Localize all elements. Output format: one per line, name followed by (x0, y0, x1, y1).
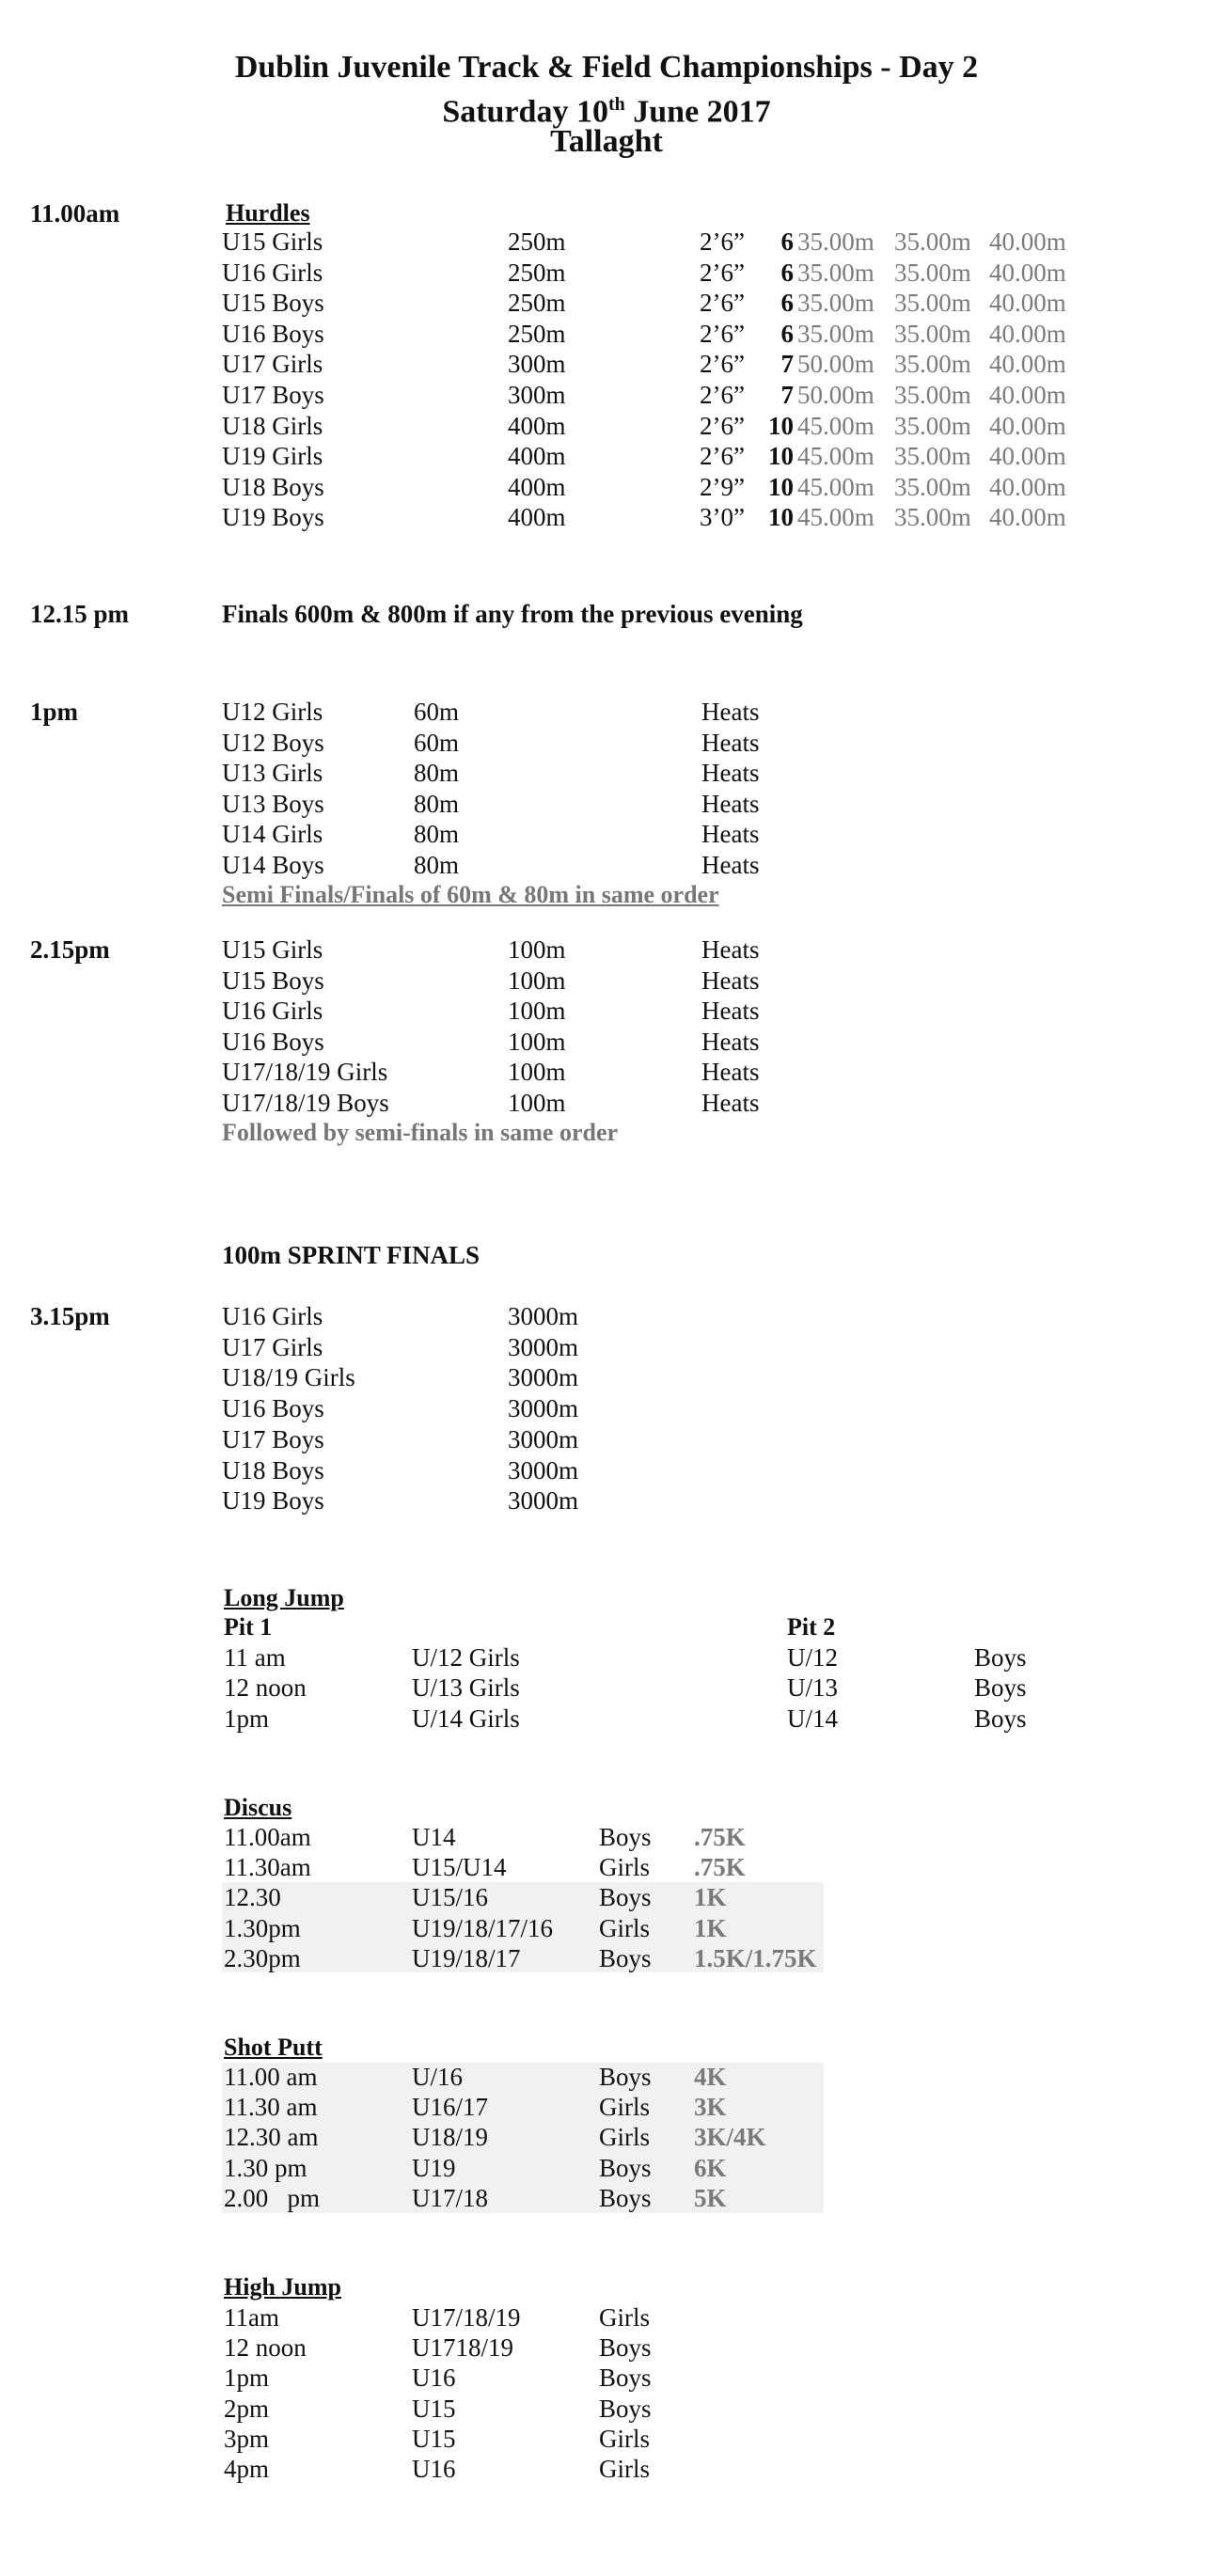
hurdle-count: 7 (780, 381, 794, 409)
hurdle-count: 6 (780, 289, 794, 318)
sprint-row (0, 759, 1213, 789)
hurdle-distance: 400m (508, 472, 566, 501)
high-jump-time: 4pm (224, 2455, 270, 2483)
discus-time: 1.30pm (224, 1913, 301, 1942)
high-jump-age: U16 (412, 2364, 456, 2393)
shot-putt-row (0, 2123, 1213, 2153)
hurdle-height: 2’6” (700, 381, 745, 409)
shot-putt-age: U18/19 (412, 2123, 488, 2152)
distance-event: 3000m (508, 1486, 579, 1516)
pit2-age: U/12 (787, 1643, 838, 1672)
shot-putt-weight: 3K/4K (694, 2123, 766, 2152)
pit1-label: Pit 1 (224, 1613, 273, 1641)
sprint-group: U17/18/19 Boys (222, 1089, 389, 1117)
shot-putt-time: 11.30 am (224, 2093, 318, 2122)
long-jump-time: 1pm (224, 1704, 270, 1733)
shot-putt-row (0, 2154, 1213, 2184)
hurdle-first-distance: 35.00m (797, 228, 874, 256)
high-jump-sex: Girls (599, 2424, 650, 2453)
pit1-group: U/13 Girls (412, 1673, 520, 1703)
hurdle-first-distance: 45.00m (797, 442, 874, 471)
hurdle-group: U19 Girls (222, 442, 323, 471)
document-title: Dublin Juvenile Track & Field Championships - Day 2 (234, 50, 979, 85)
sprint-distance: 80m (414, 850, 460, 879)
distance-group: U18 Boys (222, 1455, 324, 1484)
shot-putt-weight: 4K (694, 2063, 727, 2091)
discus-time: 11.00am (224, 1823, 311, 1851)
long-jump-row (0, 1643, 1213, 1673)
discus-age: U15/U14 (412, 1853, 507, 1882)
high-jump-time: 2pm (224, 2394, 270, 2423)
distance-row (0, 1456, 1213, 1486)
hurdle-between-distance: 35.00m (894, 289, 971, 318)
distance-row (0, 1302, 1213, 1332)
sprints-215-note: Followed by semi-finals in same order (222, 1119, 619, 1146)
distance-event: 3000m (508, 1394, 579, 1423)
high-jump-time: 3pm (224, 2424, 270, 2453)
sprint-row (0, 997, 1213, 1027)
hurdle-row (0, 473, 1213, 503)
discus-sex: Boys (599, 1883, 652, 1912)
pit2-age: U/14 (787, 1704, 838, 1733)
hurdle-between-distance: 35.00m (894, 319, 971, 348)
hurdle-distance: 400m (508, 503, 566, 532)
hurdle-group: U16 Girls (222, 258, 323, 287)
shot-putt-time: 1.30 pm (224, 2153, 307, 2182)
high-jump-time: 1pm (224, 2364, 270, 2393)
hurdle-run-in: 40.00m (989, 503, 1066, 532)
hurdle-count: 10 (768, 503, 794, 532)
hurdle-height: 2’6” (700, 258, 745, 287)
sprint-distance: 100m (508, 1027, 566, 1056)
sprint-group: U12 Boys (222, 728, 324, 757)
sprints-1pm-time: 1pm (30, 698, 79, 726)
distance-time: 3.15pm (30, 1302, 110, 1330)
shot-putt-weight: 6K (694, 2153, 727, 2182)
discus-weight: 1.5K/1.75K (694, 1943, 817, 1972)
hurdle-group: U19 Boys (222, 503, 324, 532)
sprints-1pm-note: Semi Finals/Finals of 60m & 80m in same order (222, 881, 719, 908)
shot-putt-row (0, 2184, 1213, 2214)
shot-putt-weight: 3K (694, 2093, 727, 2122)
hurdle-distance: 250m (508, 289, 566, 318)
sprint-group: U12 Girls (222, 698, 323, 726)
sprint-group: U16 Boys (222, 1027, 324, 1056)
discus-heading: Discus (224, 1794, 292, 1821)
pit1-group: U/12 Girls (412, 1643, 520, 1672)
hurdle-row (0, 412, 1213, 442)
high-jump-age: U17/18/19 (412, 2303, 521, 2332)
hurdle-height: 2’6” (700, 228, 745, 256)
shot-putt-time: 11.00 am (224, 2063, 318, 2091)
shot-putt-age: U16/17 (412, 2093, 488, 2122)
high-jump-row (0, 2425, 1213, 2455)
discus-time: 11.30am (224, 1853, 311, 1882)
hurdle-distance: 250m (508, 319, 566, 348)
hurdle-group: U18 Girls (222, 411, 323, 440)
high-jump-sex: Girls (599, 2303, 650, 2332)
sprint-distance: 80m (414, 789, 460, 818)
sprint-round: Heats (701, 820, 760, 848)
sprint-row (0, 729, 1213, 759)
sprint-round: Heats (701, 997, 760, 1026)
hurdle-first-distance: 50.00m (797, 381, 874, 409)
long-jump-row (0, 1673, 1213, 1704)
sprint-distance: 60m (414, 698, 460, 726)
pit1-group: U/14 Girls (412, 1704, 520, 1733)
pit2-sex: Boys (974, 1643, 1027, 1672)
sprint-row (0, 1058, 1213, 1088)
hurdle-row (0, 503, 1213, 533)
shot-putt-time: 12.30 am (224, 2123, 319, 2152)
sprint-finals-heading: 100m SPRINT FINALS (222, 1241, 480, 1269)
sprint-distance: 100m (508, 935, 566, 964)
hurdle-height: 2’6” (700, 411, 745, 440)
distance-event: 3000m (508, 1424, 579, 1453)
hurdle-first-distance: 35.00m (797, 319, 874, 348)
shot-putt-sex: Girls (599, 2093, 650, 2122)
high-jump-heading: High Jump (224, 2273, 341, 2301)
hurdle-row (0, 289, 1213, 319)
hurdle-group: U17 Boys (222, 381, 324, 409)
sprint-distance: 100m (508, 1089, 566, 1117)
date-month-year: June 2017 (624, 94, 771, 130)
hurdle-row (0, 350, 1213, 380)
sprint-row (0, 851, 1213, 881)
hurdle-height: 2’6” (700, 319, 745, 348)
distance-row (0, 1425, 1213, 1455)
hurdle-run-in: 40.00m (989, 319, 1066, 348)
hurdle-first-distance: 50.00m (797, 350, 874, 379)
discus-weight: 1K (694, 1913, 727, 1942)
pit2-age: U/13 (787, 1673, 838, 1703)
hurdle-between-distance: 35.00m (894, 350, 971, 379)
hurdle-group: U17 Girls (222, 350, 323, 379)
hurdle-run-in: 40.00m (989, 381, 1066, 409)
hurdle-height: 2’6” (700, 289, 745, 318)
high-jump-row (0, 2395, 1213, 2425)
hurdle-count: 10 (768, 472, 794, 501)
sprint-distance: 100m (508, 966, 566, 995)
shot-putt-row (0, 2093, 1213, 2123)
discus-sex: Boys (599, 1823, 652, 1851)
high-jump-age: U15 (412, 2394, 456, 2423)
long-jump-row (0, 1704, 1213, 1735)
distance-group: U16 Girls (222, 1302, 323, 1330)
discus-row (0, 1944, 1213, 1974)
hurdle-height: 3’0” (700, 503, 745, 532)
sprint-group: U15 Girls (222, 935, 323, 964)
shot-putt-row (0, 2063, 1213, 2093)
sprint-distance: 80m (414, 820, 460, 848)
long-jump-heading: Long Jump (224, 1584, 344, 1611)
hurdle-between-distance: 35.00m (894, 411, 971, 440)
hurdle-between-distance: 35.00m (894, 503, 971, 532)
hurdle-first-distance: 35.00m (797, 289, 874, 318)
hurdle-group: U15 Boys (222, 289, 324, 318)
hurdle-count: 6 (780, 319, 794, 348)
sprint-round: Heats (701, 850, 760, 879)
distance-group: U17 Boys (222, 1424, 324, 1453)
sprint-row (0, 698, 1213, 728)
sprint-group: U14 Boys (222, 850, 324, 879)
sprint-distance: 60m (414, 728, 460, 757)
discus-age: U19/18/17/16 (412, 1913, 554, 1942)
distance-row (0, 1333, 1213, 1363)
sprint-row (0, 820, 1213, 850)
hurdle-distance: 400m (508, 442, 566, 471)
hurdle-run-in: 40.00m (989, 350, 1066, 379)
distance-group: U18/19 Girls (222, 1363, 355, 1392)
hurdle-between-distance: 35.00m (894, 381, 971, 409)
hurdle-row (0, 320, 1213, 350)
discus-weight: 1K (694, 1883, 727, 1912)
discus-time: 2.30pm (224, 1943, 301, 1972)
sprint-distance: 80m (414, 759, 460, 787)
distance-event: 3000m (508, 1363, 579, 1392)
high-jump-time: 12 noon (224, 2333, 307, 2363)
hurdle-run-in: 40.00m (989, 228, 1066, 256)
distance-group: U16 Boys (222, 1394, 324, 1423)
discus-row (0, 1853, 1213, 1883)
hurdle-run-in: 40.00m (989, 411, 1066, 440)
high-jump-row (0, 2333, 1213, 2364)
discus-weight: .75K (694, 1823, 746, 1851)
hurdle-count: 10 (768, 442, 794, 471)
shot-putt-age: U/16 (412, 2063, 463, 2091)
shot-putt-sex: Boys (599, 2063, 652, 2091)
discus-row (0, 1823, 1213, 1853)
hurdle-distance: 300m (508, 350, 566, 379)
shot-putt-sex: Boys (599, 2153, 652, 2182)
sprint-group: U16 Girls (222, 997, 323, 1026)
sprint-group: U13 Girls (222, 759, 323, 787)
hurdle-run-in: 40.00m (989, 472, 1066, 501)
hurdle-row (0, 381, 1213, 411)
high-jump-row (0, 2455, 1213, 2485)
pit2-sex: Boys (974, 1673, 1027, 1703)
hurdle-count: 7 (780, 350, 794, 379)
hurdle-height: 2’6” (700, 350, 745, 379)
document-venue: Tallaght (550, 124, 663, 159)
hurdle-between-distance: 35.00m (894, 472, 971, 501)
hurdle-run-in: 40.00m (989, 442, 1066, 471)
sprint-group: U17/18/19 Girls (222, 1058, 388, 1087)
hurdle-group: U18 Boys (222, 472, 324, 501)
sprint-distance: 100m (508, 997, 566, 1026)
distance-row (0, 1486, 1213, 1516)
distance-row (0, 1363, 1213, 1393)
finals-text: Finals 600m & 800m if any from the previous evening (222, 600, 803, 628)
date-text: Saturday 10 (442, 94, 608, 130)
sprint-group: U15 Boys (222, 966, 324, 995)
finals-time: 12.15 pm (30, 600, 130, 628)
high-jump-sex: Boys (599, 2394, 652, 2423)
high-jump-sex: Boys (599, 2333, 652, 2363)
distance-row (0, 1394, 1213, 1424)
hurdle-between-distance: 35.00m (894, 442, 971, 471)
sprint-group: U13 Boys (222, 789, 324, 818)
discus-age: U19/18/17 (412, 1943, 521, 1972)
high-jump-sex: Boys (599, 2364, 652, 2393)
high-jump-time: 11am (224, 2303, 279, 2332)
sprint-round: Heats (701, 789, 760, 818)
sprint-group: U14 Girls (222, 820, 323, 848)
hurdle-height: 2’9” (700, 472, 745, 501)
shot-putt-age: U17/18 (412, 2183, 488, 2212)
hurdle-first-distance: 45.00m (797, 472, 874, 501)
sprint-distance: 100m (508, 1058, 566, 1087)
long-jump-time: 11 am (224, 1643, 286, 1672)
pit2-sex: Boys (974, 1704, 1027, 1733)
hurdle-group: U15 Girls (222, 228, 323, 256)
sprint-round: Heats (701, 759, 760, 787)
sprint-round: Heats (701, 966, 760, 995)
hurdle-between-distance: 35.00m (894, 258, 971, 287)
hurdle-distance: 400m (508, 411, 566, 440)
shot-putt-age: U19 (412, 2153, 456, 2182)
hurdle-run-in: 40.00m (989, 258, 1066, 287)
hurdle-distance: 250m (508, 228, 566, 256)
sprint-round: Heats (701, 728, 760, 757)
hurdle-count: 6 (780, 258, 794, 287)
pit2-label: Pit 2 (787, 1613, 836, 1641)
hurdle-first-distance: 35.00m (797, 258, 874, 287)
sprint-round: Heats (701, 1027, 760, 1056)
hurdles-heading: Hurdles (226, 199, 310, 227)
distance-event: 3000m (508, 1455, 579, 1484)
discus-sex: Girls (599, 1913, 650, 1942)
hurdle-count: 10 (768, 411, 794, 440)
sprint-row (0, 1028, 1213, 1058)
sprint-round: Heats (701, 1089, 760, 1117)
hurdle-row (0, 228, 1213, 258)
shot-putt-time: 2.00 pm (224, 2183, 321, 2212)
shot-putt-sex: Boys (599, 2183, 652, 2212)
shot-putt-sex: Girls (599, 2123, 650, 2152)
sprints-215-time: 2.15pm (30, 935, 110, 964)
hurdle-distance: 250m (508, 258, 566, 287)
hurdle-distance: 300m (508, 381, 566, 409)
discus-age: U15/16 (412, 1883, 488, 1912)
high-jump-row (0, 2364, 1213, 2394)
discus-weight: .75K (694, 1853, 746, 1882)
high-jump-age: U1718/19 (412, 2333, 513, 2363)
hurdle-count: 6 (780, 228, 794, 256)
hurdle-between-distance: 35.00m (894, 228, 971, 256)
discus-sex: Girls (599, 1853, 650, 1882)
date-suffix: th (607, 94, 625, 115)
distance-group: U19 Boys (222, 1486, 324, 1516)
high-jump-age: U15 (412, 2424, 456, 2453)
sprint-row (0, 935, 1213, 966)
long-jump-time: 12 noon (224, 1673, 307, 1703)
hurdle-first-distance: 45.00m (797, 503, 874, 532)
sprint-row (0, 1089, 1213, 1119)
shot-putt-weight: 5K (694, 2183, 727, 2212)
sprint-row (0, 966, 1213, 997)
hurdle-run-in: 40.00m (989, 289, 1066, 318)
shot-putt-heading: Shot Putt (224, 2034, 323, 2061)
sprint-round: Heats (701, 1058, 760, 1087)
sprint-round: Heats (701, 935, 760, 964)
hurdle-height: 2’6” (700, 442, 745, 471)
discus-row (0, 1914, 1213, 1944)
distance-event: 3000m (508, 1332, 579, 1361)
discus-age: U14 (412, 1823, 456, 1851)
distance-group: U17 Girls (222, 1332, 323, 1361)
discus-sex: Boys (599, 1943, 652, 1972)
discus-time: 12.30 (224, 1883, 281, 1912)
sprint-round: Heats (701, 698, 760, 726)
hurdle-row (0, 442, 1213, 472)
hurdles-time: 11.00am (30, 199, 120, 228)
hurdle-group: U16 Boys (222, 319, 324, 348)
hurdle-first-distance: 45.00m (797, 411, 874, 440)
discus-row (0, 1883, 1213, 1913)
hurdle-row (0, 259, 1213, 289)
high-jump-age: U16 (412, 2455, 456, 2483)
high-jump-sex: Girls (599, 2455, 650, 2483)
sprint-row (0, 790, 1213, 820)
high-jump-row (0, 2303, 1213, 2333)
distance-event: 3000m (508, 1302, 579, 1330)
